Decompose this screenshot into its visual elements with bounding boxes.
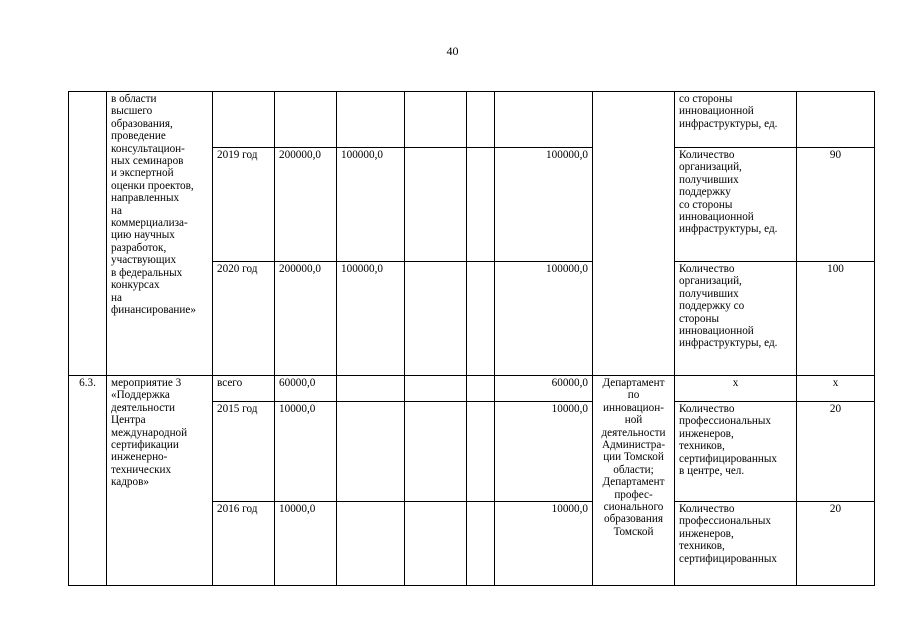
program-table [68,91,875,586]
local-cell [467,262,495,376]
year-cell: 2016 год [213,502,275,586]
federal-cell [337,376,405,402]
extra-budget-cell: 60000,0 [495,376,593,402]
federal-cell [337,402,405,502]
extra-budget-cell: 10000,0 [495,402,593,502]
extra-budget-cell: 100000,0 [495,262,593,376]
row-number-cell: 6.3. [69,376,107,586]
federal-cell [337,92,405,148]
local-cell [467,402,495,502]
local-cell [467,376,495,402]
value-cell: 20 [797,502,875,586]
total-cell: 200000,0 [275,148,337,262]
value-cell [797,92,875,148]
executor-cell: Департамент по инновацион- ной деятельности Администра- ции Томской области; Департамент профес- сионального образования Томской [593,376,675,586]
indicator-cell: Количество организаций, получивших поддержку со стороны инновационной инфраструктуры, ед. [675,262,797,376]
federal-cell: 100000,0 [337,262,405,376]
indicator-cell: Количество профессиональных инженеров, техников, сертифицированных в центре, чел. [675,402,797,502]
executor-cell [593,92,675,376]
year-cell: 2020 год [213,262,275,376]
extra-budget-cell: 100000,0 [495,148,593,262]
table-row [69,376,875,402]
regional-cell [405,402,467,502]
total-cell: 60000,0 [275,376,337,402]
value-cell: 90 [797,148,875,262]
federal-cell [337,502,405,586]
activity-description: мероприятие 3 «Поддержка деятельности Центра международной сертификации инженерно- технических кадров» [107,376,213,586]
row-number-cell [69,92,107,376]
regional-cell [405,376,467,402]
year-cell [213,92,275,148]
local-cell [467,148,495,262]
local-cell [467,92,495,148]
value-cell: 20 [797,402,875,502]
value-cell: х [797,376,875,402]
indicator-cell: со стороны инновационной инфраструктуры, ед. [675,92,797,148]
extra-budget-cell [495,92,593,148]
year-cell: 2015 год [213,402,275,502]
regional-cell [405,262,467,376]
indicator-cell: Количество организаций, получивших поддержку со стороны инновационной инфраструктуры, ед. [675,148,797,262]
extra-budget-cell: 10000,0 [495,502,593,586]
local-cell [467,502,495,586]
total-cell: 200000,0 [275,262,337,376]
indicator-cell: Количество профессиональных инженеров, техников, сертифицированных [675,502,797,586]
value-cell: 100 [797,262,875,376]
year-cell: всего [213,376,275,402]
activity-description: в области высшего образования, проведение консультацион- ных семинаров и экспертной оценки проектов, направленных на коммерциализа- цию научных разработок, участвующих в федеральных конкурсах на финансирование» [107,92,213,376]
indicator-cell: х [675,376,797,402]
table-row [69,92,875,148]
total-cell [275,92,337,148]
total-cell: 10000,0 [275,402,337,502]
federal-cell: 100000,0 [337,148,405,262]
total-cell: 10000,0 [275,502,337,586]
regional-cell [405,92,467,148]
page-number: 40 [446,44,459,58]
regional-cell [405,148,467,262]
year-cell: 2019 год [213,148,275,262]
regional-cell [405,502,467,586]
